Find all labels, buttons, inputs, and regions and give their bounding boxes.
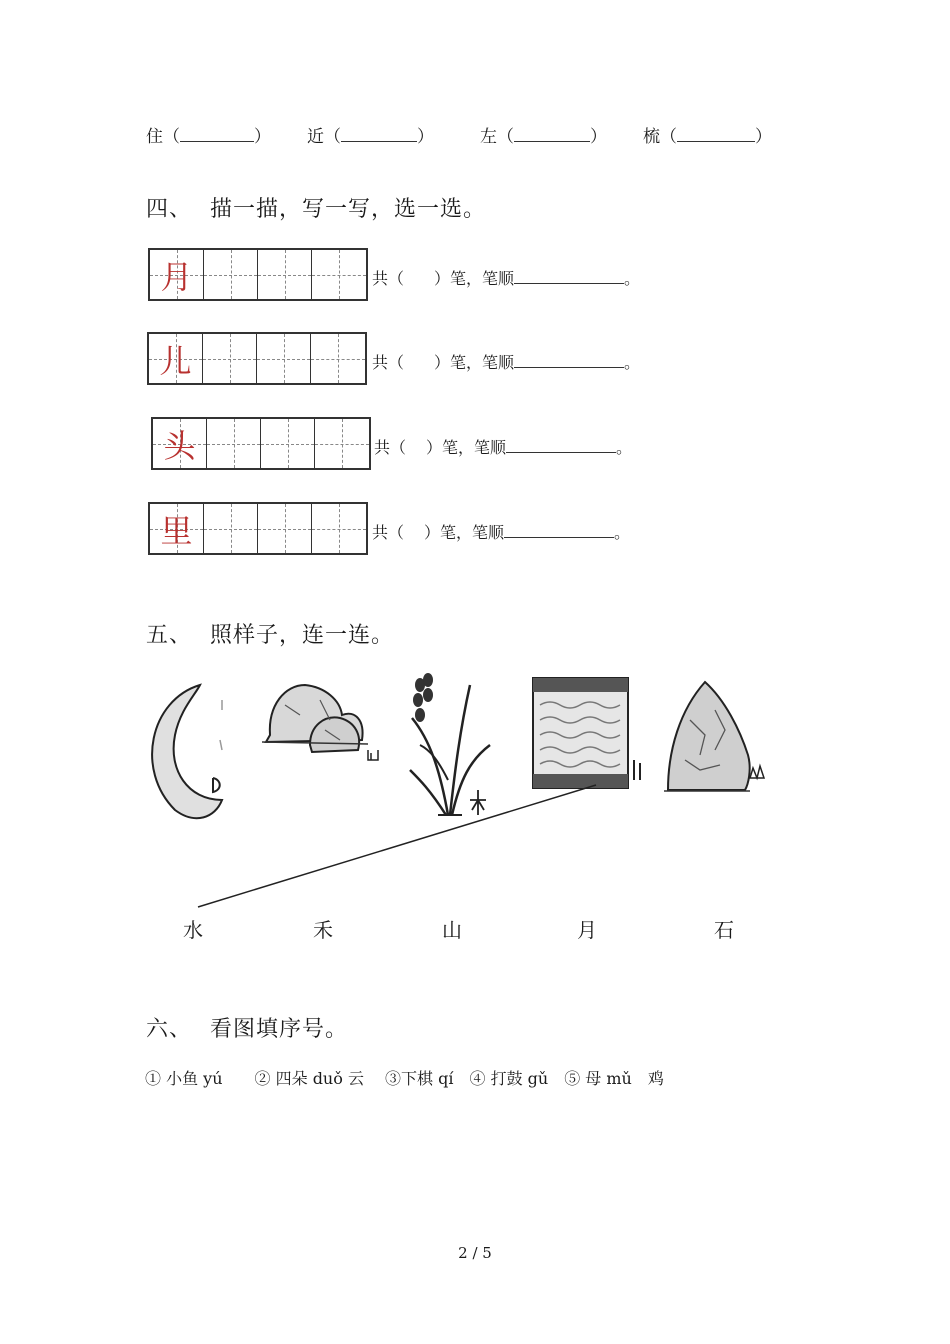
stroke-order-blank[interactable] [506,440,616,453]
moon-icon[interactable] [152,685,222,818]
stroke-question-1: 共（ ）笔，笔顺 。 [372,269,641,288]
word-2[interactable]: 禾 [313,918,333,942]
char-item-2: 近（ ） [307,127,434,147]
stroke-question-2: 共（ ）笔，笔顺 。 [372,353,641,372]
matching-pictures [0,660,950,920]
writing-grid-1[interactable] [148,248,368,301]
word-1[interactable]: 水 [183,918,203,942]
page-number: 2 / 5 [458,1244,492,1262]
answer-blank-3[interactable] [514,127,590,142]
answer-blank-2[interactable] [341,127,417,142]
rice-plant-icon[interactable] [410,673,490,815]
char-item-3: 左（ ） [480,127,607,147]
grid-char: 儿 [159,341,192,380]
stroke-order-blank[interactable] [514,271,624,284]
word-4[interactable]: 月 [577,918,597,942]
answer-blank-4[interactable] [677,127,755,142]
stroke-order-blank[interactable] [504,525,614,538]
writing-grid-2[interactable] [147,332,367,385]
stroke-question-4: 共（ ）笔，笔顺 。 [372,523,631,542]
char-item-1: 住（ ） [146,127,271,147]
section-4-heading: 四、 描一描，写一写，选一选。 [146,197,487,222]
grid-char: 头 [163,426,196,465]
section-5-heading: 五、 照样子，连一连。 [146,623,395,648]
word-5[interactable]: 石 [714,918,734,942]
example-connect-line [198,785,596,907]
option-list: ① 小鱼 yú ② 四朵 duǒ 云 ③下棋 qí ④ 打鼓 gǔ ⑤ 母 mǔ 鸡 [145,1069,664,1088]
grid-char: 里 [160,511,193,550]
section-6-heading: 六、 看图填序号。 [146,1017,349,1042]
writing-grid-3[interactable] [151,417,371,470]
stroke-order-blank[interactable] [514,355,624,368]
water-icon[interactable] [533,678,640,788]
stroke-question-3: 共（ ）笔，笔顺 。 [374,438,633,457]
char-item-4: 梳（ ） [643,127,772,147]
grid-char: 月 [160,257,193,296]
writing-grid-4[interactable] [148,502,368,555]
word-3[interactable]: 山 [442,918,462,942]
mountain-icon[interactable] [664,682,764,791]
answer-blank-1[interactable] [180,127,254,142]
rocks-icon[interactable] [262,685,378,760]
